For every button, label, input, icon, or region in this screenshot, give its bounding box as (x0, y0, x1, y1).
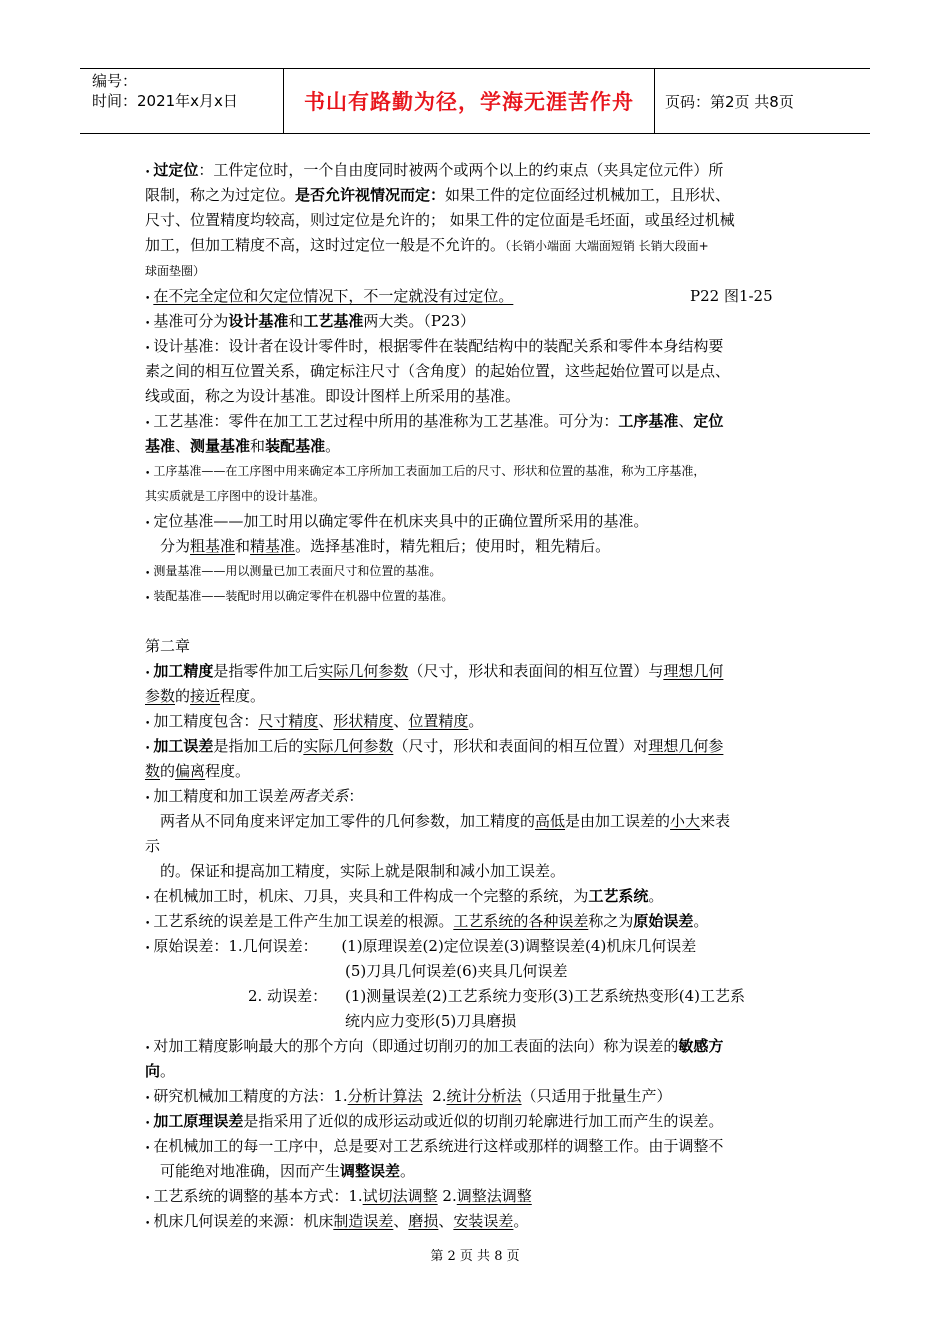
paragraph: • 测量基准——用以测量已加工表面尺寸和位置的基准。 (145, 564, 442, 579)
paragraph: • 加工精度包含：尺寸精度、形状精度、位置精度。 (145, 712, 484, 730)
paragraph: • 加工精度和加工误差两者关系： (145, 787, 364, 805)
error-list-row: 统内应力变形(5)刀具磨损 (345, 1012, 517, 1030)
date-label: 时间：2021年x月x日 (92, 92, 238, 110)
bullet-icon: • (145, 519, 151, 529)
bullet-icon: • (145, 744, 151, 754)
paragraph: 数的偏离程度。 (145, 762, 251, 780)
bullet-icon: • (145, 569, 151, 579)
figure-ref: P22 图1-25 (690, 287, 773, 305)
paragraph: 向。 (145, 1062, 176, 1080)
paragraph: 球面垫圈） (145, 264, 206, 278)
document-body (145, 158, 810, 1234)
bullet-icon: • (145, 1144, 151, 1154)
paragraph: 限制，称之为过定位。是否允许视情况而定：如果工件的定位面经过机械加工，且形状、 (145, 186, 731, 204)
paragraph: • 加工原理误差是指采用了近似的成形运动或近似的切削刃轮廓进行加工而产生的误差。 (145, 1112, 724, 1130)
paragraph: • 工艺系统的调整的基本方式：1.试切法调整 2.调整法调整 (145, 1187, 532, 1205)
paragraph: • 机床几何误差的来源：机床制造误差、磨损、安装误差。 (145, 1212, 529, 1230)
bullet-icon: • (145, 344, 151, 354)
bullet-icon: • (145, 719, 151, 729)
paragraph: 参数的接近程度。 (145, 687, 266, 705)
paragraph: • 研究机械加工精度的方法：1.分析计算法 2.统计分析法（只适用于批量生产） (145, 1087, 672, 1105)
paragraph: 加工，但加工精度不高，这时过定位一般是不允许的。（长销小端面 大端面短销 长销大段面+ (145, 236, 709, 254)
bullet-icon: • (145, 794, 151, 804)
chapter-heading: 第二章 (145, 637, 191, 655)
bullet-icon: • (145, 944, 151, 954)
paragraph: • 工艺系统的误差是工件产生加工误差的根源。工艺系统的各种误差称之为原始误差。 (145, 912, 709, 930)
bullet-icon: • (145, 294, 151, 304)
number-label: 编号： (92, 72, 138, 90)
paragraph: 素之间的相互位置关系，确定标注尺寸（含角度）的起始位置，这些起始位置可以是点、 (145, 362, 731, 380)
paragraph: • 加工误差是指加工后的实际几何参数（尺寸，形状和表面间的相互位置）对理想几何参 (145, 737, 724, 755)
paragraph: 可能绝对地准确，因而产生调整误差。 (160, 1162, 416, 1180)
paragraph: • 过定位：工件定位时，一个自由度同时被两个或两个以上的约束点（夹具定位元件）所 (145, 161, 724, 179)
bullet-icon: • (145, 168, 151, 178)
bullet-icon: • (145, 469, 151, 479)
error-list-row: • 原始误差：1.几何误差： (1)原理误差(2)定位误差(3)调整误差(4)机床几何误差 (145, 934, 810, 959)
bullet-icon: • (145, 319, 151, 329)
bullet-icon: • (145, 1194, 151, 1204)
paragraph: • 加工精度是指零件加工后实际几何参数（尺寸，形状和表面间的相互位置）与理想几何 (145, 662, 724, 680)
paragraph: 分为粗基准和精基准。选择基准时，精先粗后；使用时，粗先精后。 (160, 537, 611, 555)
paragraph: • 基准可分为设计基准和工艺基准两大类。（P23） (145, 312, 476, 330)
bullet-icon: • (145, 1119, 151, 1129)
paragraph: • 在机械加工时，机床、刀具，夹具和工件构成一个完整的系统，为工艺系统。 (145, 887, 664, 905)
bullet-icon: • (145, 594, 151, 604)
paragraph: 线或面，称之为设计基准。即设计图样上所采用的基准。 (145, 387, 521, 405)
bullet-icon: • (145, 1219, 151, 1229)
paragraph: • 装配基准——装配时用以确定零件在机器中位置的基准。 (145, 589, 454, 604)
bullet-icon: • (145, 919, 151, 929)
paragraph: 基准、测量基准和装配基准。 (145, 437, 341, 455)
paragraph: 两者从不同角度来评定加工零件的几何参数，加工精度的高低是由加工误差的小大来表 (160, 812, 731, 830)
page-header (80, 68, 870, 134)
bullet-icon: • (145, 1094, 151, 1104)
paragraph: 尺寸、位置精度均较高，则过定位是允许的； 如果工件的定位面是毛坯面，或虽经过机械 (145, 211, 735, 229)
paragraph: • 在机械加工的每一工序中，总是要对工艺系统进行这样或那样的调整工作。由于调整不 (145, 1137, 724, 1155)
header-page-label: 页码：第2页 共8页 (665, 92, 794, 111)
bullet-icon: • (145, 419, 151, 429)
error-list-row: 2. 动误差： (1)测量误差(2)工艺系统力变形(3)工艺系统热变形(4)工艺系 (248, 987, 745, 1005)
bullet-icon: • (145, 669, 151, 679)
paragraph: 示 (145, 837, 161, 855)
bullet-icon: • (145, 1044, 151, 1054)
paragraph: • 在不完全定位和欠定位情况下，不一定就没有过定位。 P22 图1-25 (145, 284, 810, 309)
header-motto: 书山有路勤为径，学海无涯苦作舟 (284, 69, 655, 133)
paragraph: • 工艺基准：零件在加工工艺过程中所用的基准称为工艺基准。可分为：工序基准、定位 (145, 412, 724, 430)
paragraph: • 对加工精度影响最大的那个方向（即通过切削刃的加工表面的法向）称为误差的敏感方 (145, 1037, 724, 1055)
paragraph: • 定位基准——加工时用以确定零件在机床夹具中的正确位置所采用的基准。 (145, 512, 649, 530)
error-list-row: (5)刀具几何误差(6)夹具几何误差 (345, 962, 568, 980)
header-meta (80, 69, 284, 133)
page-footer: 第 2 页 共 8 页 (430, 1249, 520, 1264)
paragraph: 的。保证和提高加工精度，实际上就是限制和减小加工误差。 (160, 862, 566, 880)
paragraph: • 设计基准：设计者在设计零件时，根据零件在装配结构中的装配关系和零件本身结构要 (145, 337, 724, 355)
bullet-icon: • (145, 894, 151, 904)
paragraph: 其实质就是工序图中的设计基准。 (145, 489, 326, 503)
paragraph: • 工序基准——在工序图中用来确定本工序所加工表面加工后的尺寸、形状和位置的基准，称为工序基准， (145, 464, 706, 479)
